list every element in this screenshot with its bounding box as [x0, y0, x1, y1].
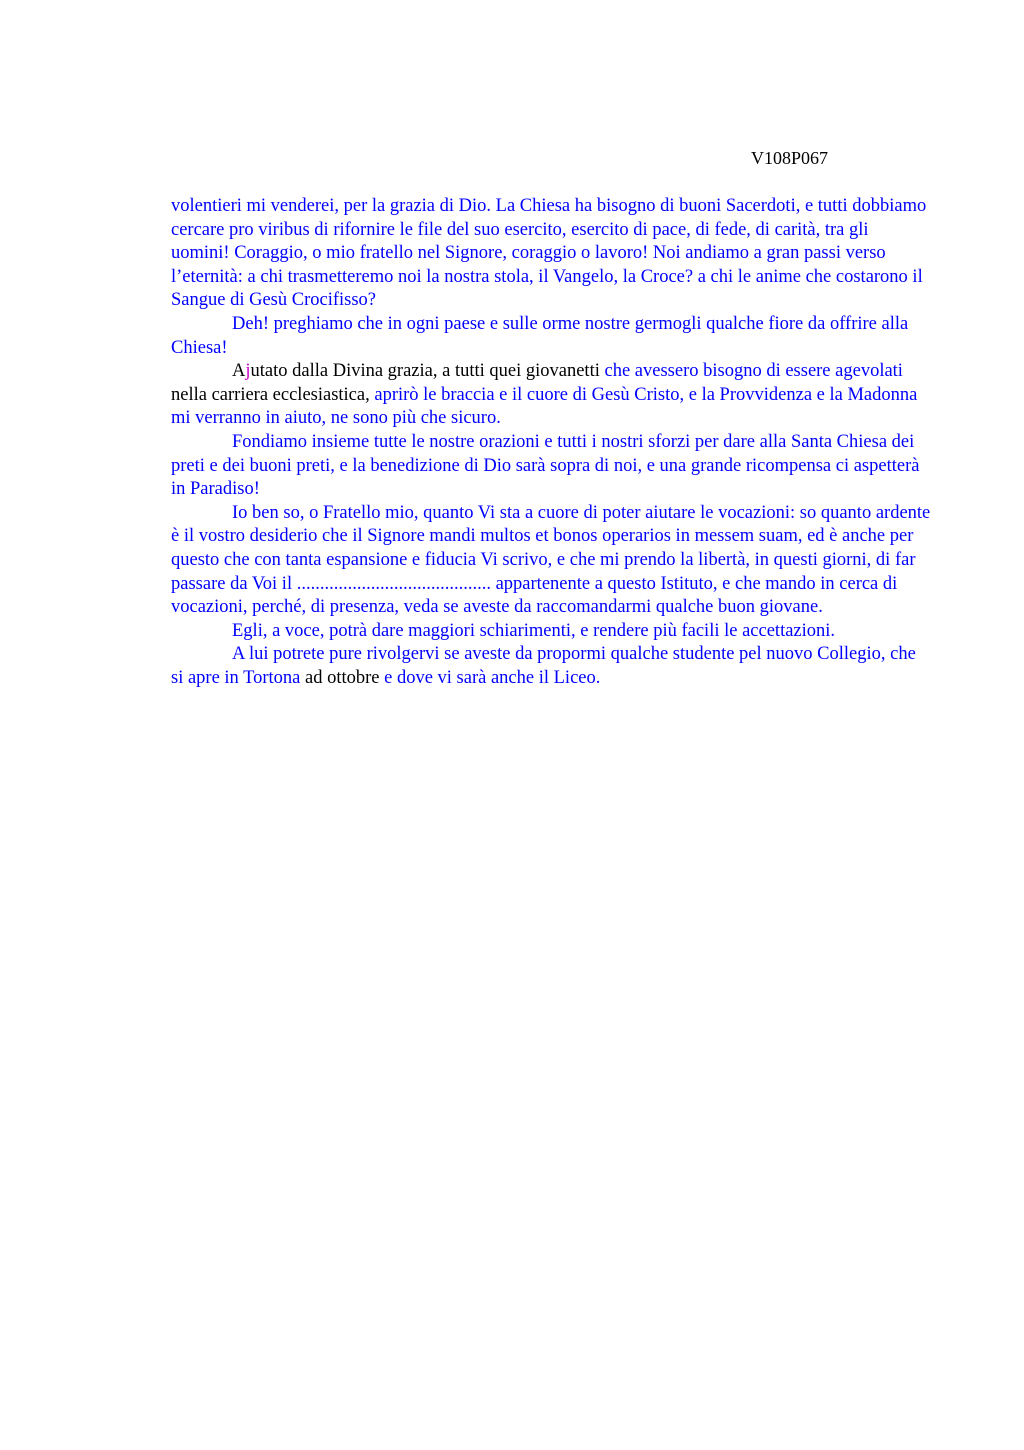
- highlighted-letter: j: [245, 361, 251, 382]
- paragraph-7-segment: e dove vi sarà anche il Liceo.: [379, 667, 601, 688]
- paragraph-3-segment: che avessero bisogno di essere agevolati: [599, 361, 903, 382]
- drop-letter: A: [232, 361, 246, 382]
- paragraph-5: Io ben so, o Fratello mio, quanto Vi sta a cuore di poter aiutare le vocazioni: so quanto ardente è il vostro desiderio che il Signore mandi multos et bonos operarios in messem suam, ed è anche per questo che con tanta espansione e fiducia Vi scrivo, e che mi prendo la libertà, in questi giorni, di far passare da Voi il .......................................... appartenente a questo Istituto, e che mando in cerca di vocazioni, perché, di presenza, veda se aveste da raccomandarmi qualche buon giovane.: [171, 502, 931, 618]
- paragraph-7: [171, 643, 931, 690]
- paragraph-2: Deh! preghiamo che in ogni paese e sulle orme nostre germogli qualche fiore da offrire alla Chiesa!: [171, 313, 909, 358]
- paragraph-3-segment: aprirò le braccia e il cuore di Gesù Cristo, e la Provvidenza e la Madonna mi verranno in aiuto, ne sono più che sicuro.: [171, 384, 918, 429]
- paragraph-7-segment: ad ottobre: [300, 667, 380, 688]
- letter-body: [171, 195, 931, 690]
- paragraph-3-segment: utato dalla Divina grazia, a tutti quei giovanetti: [250, 361, 600, 382]
- paragraph-1: volentieri mi venderei, per la grazia di Dio. La Chiesa ha bisogno di buoni Sacerdoti, e tutti dobbiamo cercare pro viribus di rifornire le file del suo esercito, esercito di pace, di fede, di carità, tra gli uomini! Coraggio, o mio fratello nel Signore, coraggio o lavoro! Noi andiamo a gran passi verso l’eternità: a chi trasmetteremo noi la nostra stola, il Vangelo, la Croce? a chi le anime che costarono il Sangue di Gesù Crocifisso?: [171, 196, 927, 311]
- paragraph-3: [171, 360, 931, 431]
- paragraph-4: Fondiamo insieme tutte le nostre orazioni e tutti i nostri sforzi per dare alla Santa Chiesa dei preti e dei buoni preti, e la benedizione di Dio sarà sopra di noi, e una grande ricompensa ci aspetterà in Paradiso!: [171, 431, 920, 500]
- paragraph-6: Egli, a voce, potrà dare maggiori schiarimenti, e rendere più facili le accettazioni.: [232, 620, 836, 641]
- page-code: V108P067: [751, 148, 829, 168]
- paragraph-7-segment: A lui potrete pure rivolgervi se aveste da propormi qualche studente pel nuovo Collegio, che si apre in Tortona: [171, 644, 916, 688]
- paragraph-3-segment: nella carriera ecclesiastica,: [171, 384, 370, 405]
